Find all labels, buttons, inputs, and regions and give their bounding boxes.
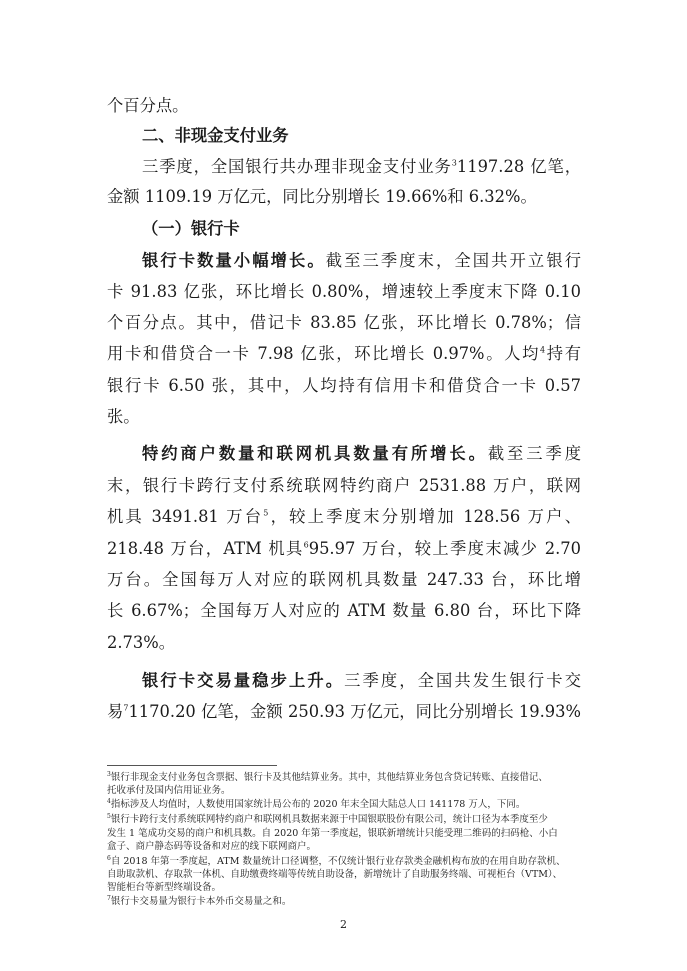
- footnote-3: $^3$银行非现金支付业务包含票据、银行卡及其他结算业务。其中，其他结算业务包含贷记转账、直接借记、: [107, 770, 548, 783]
- body-line-18: 2.73%。: [107, 633, 176, 652]
- footnote-3-cont: 托收承付及国内信用证业务。: [107, 785, 231, 796]
- body-line-13: 末，银行卡跨行支付系统联网特约商户 2531.88 万户，联网: [107, 476, 581, 495]
- body-line-17: 长 6.67%；全国每万人对应的 ATM 数量 6.80 台，环比下降: [107, 601, 581, 620]
- body-line-4: 金额 1109.19 万亿元，同比分别增长 19.66%和 6.32%。: [107, 187, 537, 206]
- footnote-6-cont-2: 智能柜台等新型终端设备。: [107, 882, 222, 893]
- body-line-15: 218.48 万台，ATM 机具$^6$95.97 万台，较上季度末减少 2.70: [107, 539, 582, 558]
- section-heading: 二、非现金支付业务: [142, 126, 289, 145]
- footnote-7: $^7$银行卡交易量为银行卡本外币交易量之和。: [107, 894, 292, 907]
- footnote-6-cont-1: 自助取款机、存取款一体机、自助缴费终端等传统自助设备，新增统计了自助服务终端、可视柜台（VTM）、: [107, 869, 563, 880]
- body-line-10: 银行卡 6.50 张，其中，人均持有信用卡和借贷合一卡 0.57: [107, 376, 581, 395]
- body-line-20: 易$^7$1170.20 亿笔，金额 250.93 万亿元，同比分别增长 19.93%: [107, 702, 581, 721]
- para-bank-cards-lead: 银行卡数量小幅增长。截至三季度末，全国共开立银行: [142, 251, 581, 270]
- body-line-14: 机具 3491.81 万台$^5$，较上季度末分别增加 128.56 万户、: [107, 507, 581, 526]
- body-line-3: 三季度，全国银行共办理非现金支付业务$^3$1197.28 亿笔，: [142, 157, 581, 176]
- body-line-7: 卡 91.83 亿张，环比增长 0.80%，增速较上季度末下降 0.10: [107, 282, 581, 301]
- footnote-5: $^5$银行卡跨行支付系统联网特约商户和联网机具数据来源于中国银联股份有限公司，统计口径为本季度至少: [107, 812, 548, 825]
- footnote-divider: [107, 765, 277, 766]
- body-line-1: 个百分点。: [107, 96, 189, 115]
- para-merchants-lead: 特约商户数量和联网机具数量有所增长。截至三季度: [142, 444, 581, 463]
- body-line-8: 个百分点。其中，借记卡 83.85 亿张，环比增长 0.78%；信: [107, 313, 581, 332]
- footnote-5-cont-2: 盒子、商户静态码等设备和对应的线下联网商户。: [107, 841, 317, 852]
- body-line-11: 张。: [107, 407, 140, 426]
- page-number: 2: [340, 918, 347, 931]
- body-line-16: 万台。全国每万人对应的联网机具数量 247.33 台，环比增: [107, 570, 581, 589]
- footnote-5-cont-1: 发生 1 笔成功交易的商户和机具数。自 2020 年第一季度起，银联新增统计只能受理二维码的扫码枪、小白: [107, 828, 558, 839]
- footnote-4: $^4$指标涉及人均值时，人数使用国家统计局公布的 2020 年末全国大陆总人口 141178 万人，下同。: [107, 797, 526, 810]
- body-line-9: 用卡和借贷合一卡 7.98 亿张，环比增长 0.97%。人均$^4$持有: [107, 344, 581, 363]
- para-transactions-lead: 银行卡交易量稳步上升。三季度，全国共发生银行卡交: [142, 671, 581, 690]
- footnote-6: $^6$自 2018 年第一季度起，ATM 数量统计口径调整，不仅统计银行业存款类金融机构布放的在用自助存款机、: [107, 854, 566, 867]
- subsection-heading: （一）银行卡: [142, 219, 240, 238]
